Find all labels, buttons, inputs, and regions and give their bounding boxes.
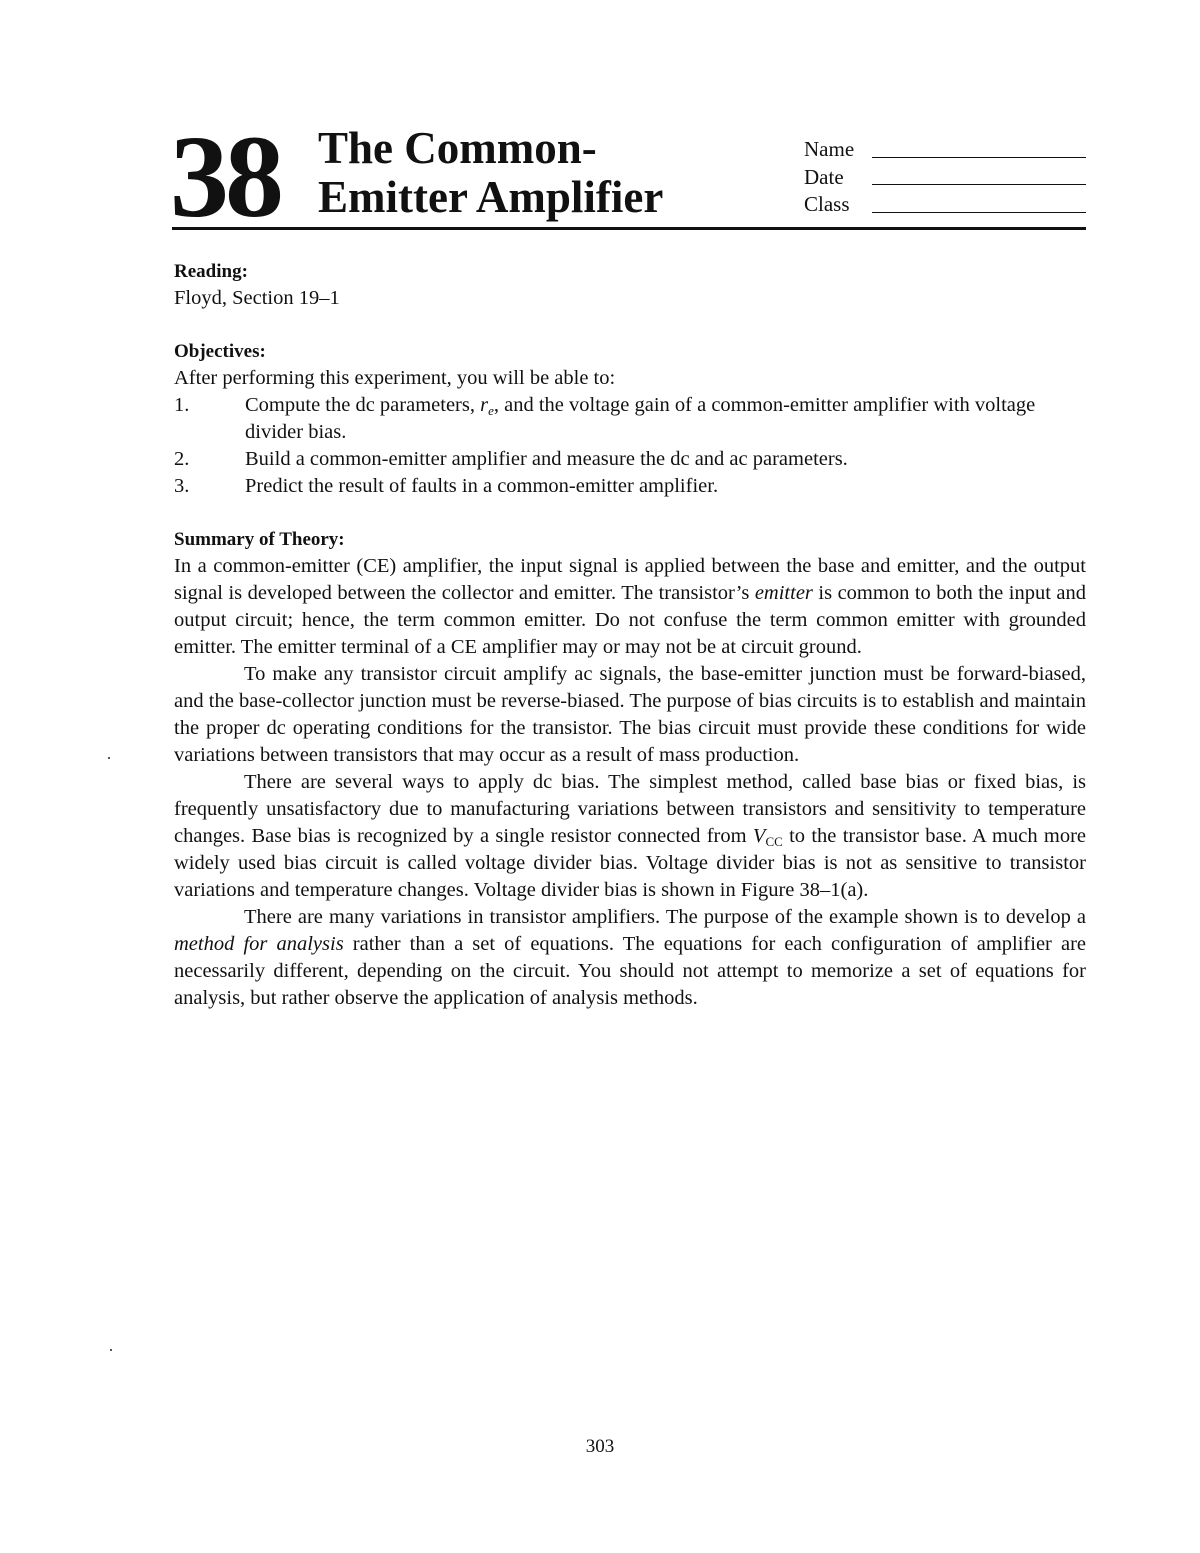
objective-text: Predict the result of faults in a common-emitter amplifier. bbox=[245, 475, 719, 497]
theory-heading: Summary of Theory: bbox=[174, 529, 345, 550]
name-label: Name bbox=[804, 137, 855, 161]
emphasis-emitter: emitter bbox=[754, 582, 813, 604]
theory-paragraph-4 bbox=[174, 904, 1086, 1012]
reading-heading: Reading: bbox=[174, 261, 248, 282]
name-blank-line[interactable] bbox=[872, 157, 1086, 158]
objective-item bbox=[174, 446, 1086, 473]
objectives-section bbox=[174, 338, 1086, 500]
objective-text: Compute the dc parameters, bbox=[245, 394, 481, 416]
name-field[interactable] bbox=[804, 136, 1086, 164]
re-subscript: e bbox=[488, 403, 494, 418]
paragraph-text: There are several ways to apply dc bias. The simplest method, called base bias or fixed bias, is frequently unsatisfactory due to manufacturing variations between transistors and sensitivity to temperature changes. Base bias is recognized by a single resistor connected from bbox=[174, 771, 1086, 847]
paragraph-text: to the transistor base. A much more widely used bias circuit is called voltage divider bias. Voltage divider bias is not as sensitive to transistor variations and temperature changes. Voltage divider bias is shown in Figure 38–1(a). bbox=[174, 825, 1087, 901]
class-blank-line[interactable] bbox=[872, 212, 1086, 213]
class-label: Class bbox=[804, 192, 850, 216]
page-number: 303 bbox=[585, 1436, 615, 1457]
chapter-number: 38 bbox=[170, 111, 280, 242]
objective-item bbox=[174, 473, 1086, 500]
theory-paragraph-2: To make any transistor circuit amplify ac signals, the base-emitter junction must be forward-biased, and the base-collector junction must be reverse-biased. The purpose of bias circuits is to establish and maintain the proper dc operating conditions for the transistor. The bias circuit must provide these conditions for wide variations between transistors that may occur as a result of mass production. bbox=[174, 663, 1086, 766]
date-blank-line[interactable] bbox=[872, 184, 1086, 185]
theory-section bbox=[174, 526, 1086, 1012]
paragraph-text: is common to both the input and output circuit; hence, the term common emitter. Do not confuse the term common emitter with grounded emitter. The emitter terminal of a CE amplifier may or may not be at circuit ground. bbox=[174, 582, 1086, 658]
objectives-list bbox=[174, 392, 1086, 500]
objective-text: Build a common-emitter amplifier and measure the dc and ac parameters. bbox=[245, 448, 848, 470]
date-label: Date bbox=[804, 164, 844, 189]
paragraph-text: rather than a set of equations. The equations for each configuration of amplifier are necessarily different, depending on the circuit. You should not attempt to memorize a set of equations for analysis, but rather observe the application of analysis methods. bbox=[174, 933, 1086, 1009]
class-field[interactable] bbox=[804, 191, 1086, 219]
objective-number: 3. bbox=[174, 475, 190, 497]
scan-speck bbox=[110, 1349, 112, 1351]
reading-section bbox=[174, 258, 1086, 312]
vcc-subscript: CC bbox=[765, 834, 783, 849]
chapter-title-line-2: Emitter Amplifier bbox=[318, 172, 664, 222]
re-symbol: r bbox=[480, 394, 489, 416]
date-field[interactable] bbox=[804, 164, 1086, 192]
student-info-block bbox=[804, 136, 1086, 219]
theory-paragraph-3 bbox=[174, 769, 1086, 904]
objectives-heading: Objectives: bbox=[174, 341, 266, 362]
chapter-title bbox=[318, 124, 663, 222]
vcc-symbol: V bbox=[752, 825, 766, 847]
scan-speck bbox=[108, 757, 110, 759]
paragraph-text: In a common-emitter (CE) amplifier, the input signal is applied between the base and emitter, and the output signal is developed between the collector and emitter. The transistor’s bbox=[174, 555, 1086, 604]
objective-number: 2. bbox=[174, 448, 190, 470]
chapter-title-line-1: The Common- bbox=[318, 123, 597, 173]
objective-item bbox=[174, 392, 1086, 446]
objectives-intro: After performing this experiment, you will be able to: bbox=[174, 367, 616, 389]
main-content bbox=[174, 258, 1086, 1012]
header-divider bbox=[172, 227, 1086, 230]
theory-paragraph-1 bbox=[174, 553, 1086, 661]
emphasis-method: method for analysis bbox=[174, 933, 344, 955]
objective-number: 1. bbox=[174, 394, 190, 416]
paragraph-text: There are many variations in transistor amplifiers. The purpose of the example shown is to develop a bbox=[244, 906, 1086, 928]
reading-text: Floyd, Section 19–1 bbox=[174, 287, 340, 309]
objective-text-cont: , and the voltage gain of a common-emitter amplifier with voltage divider bias. bbox=[245, 394, 1036, 443]
